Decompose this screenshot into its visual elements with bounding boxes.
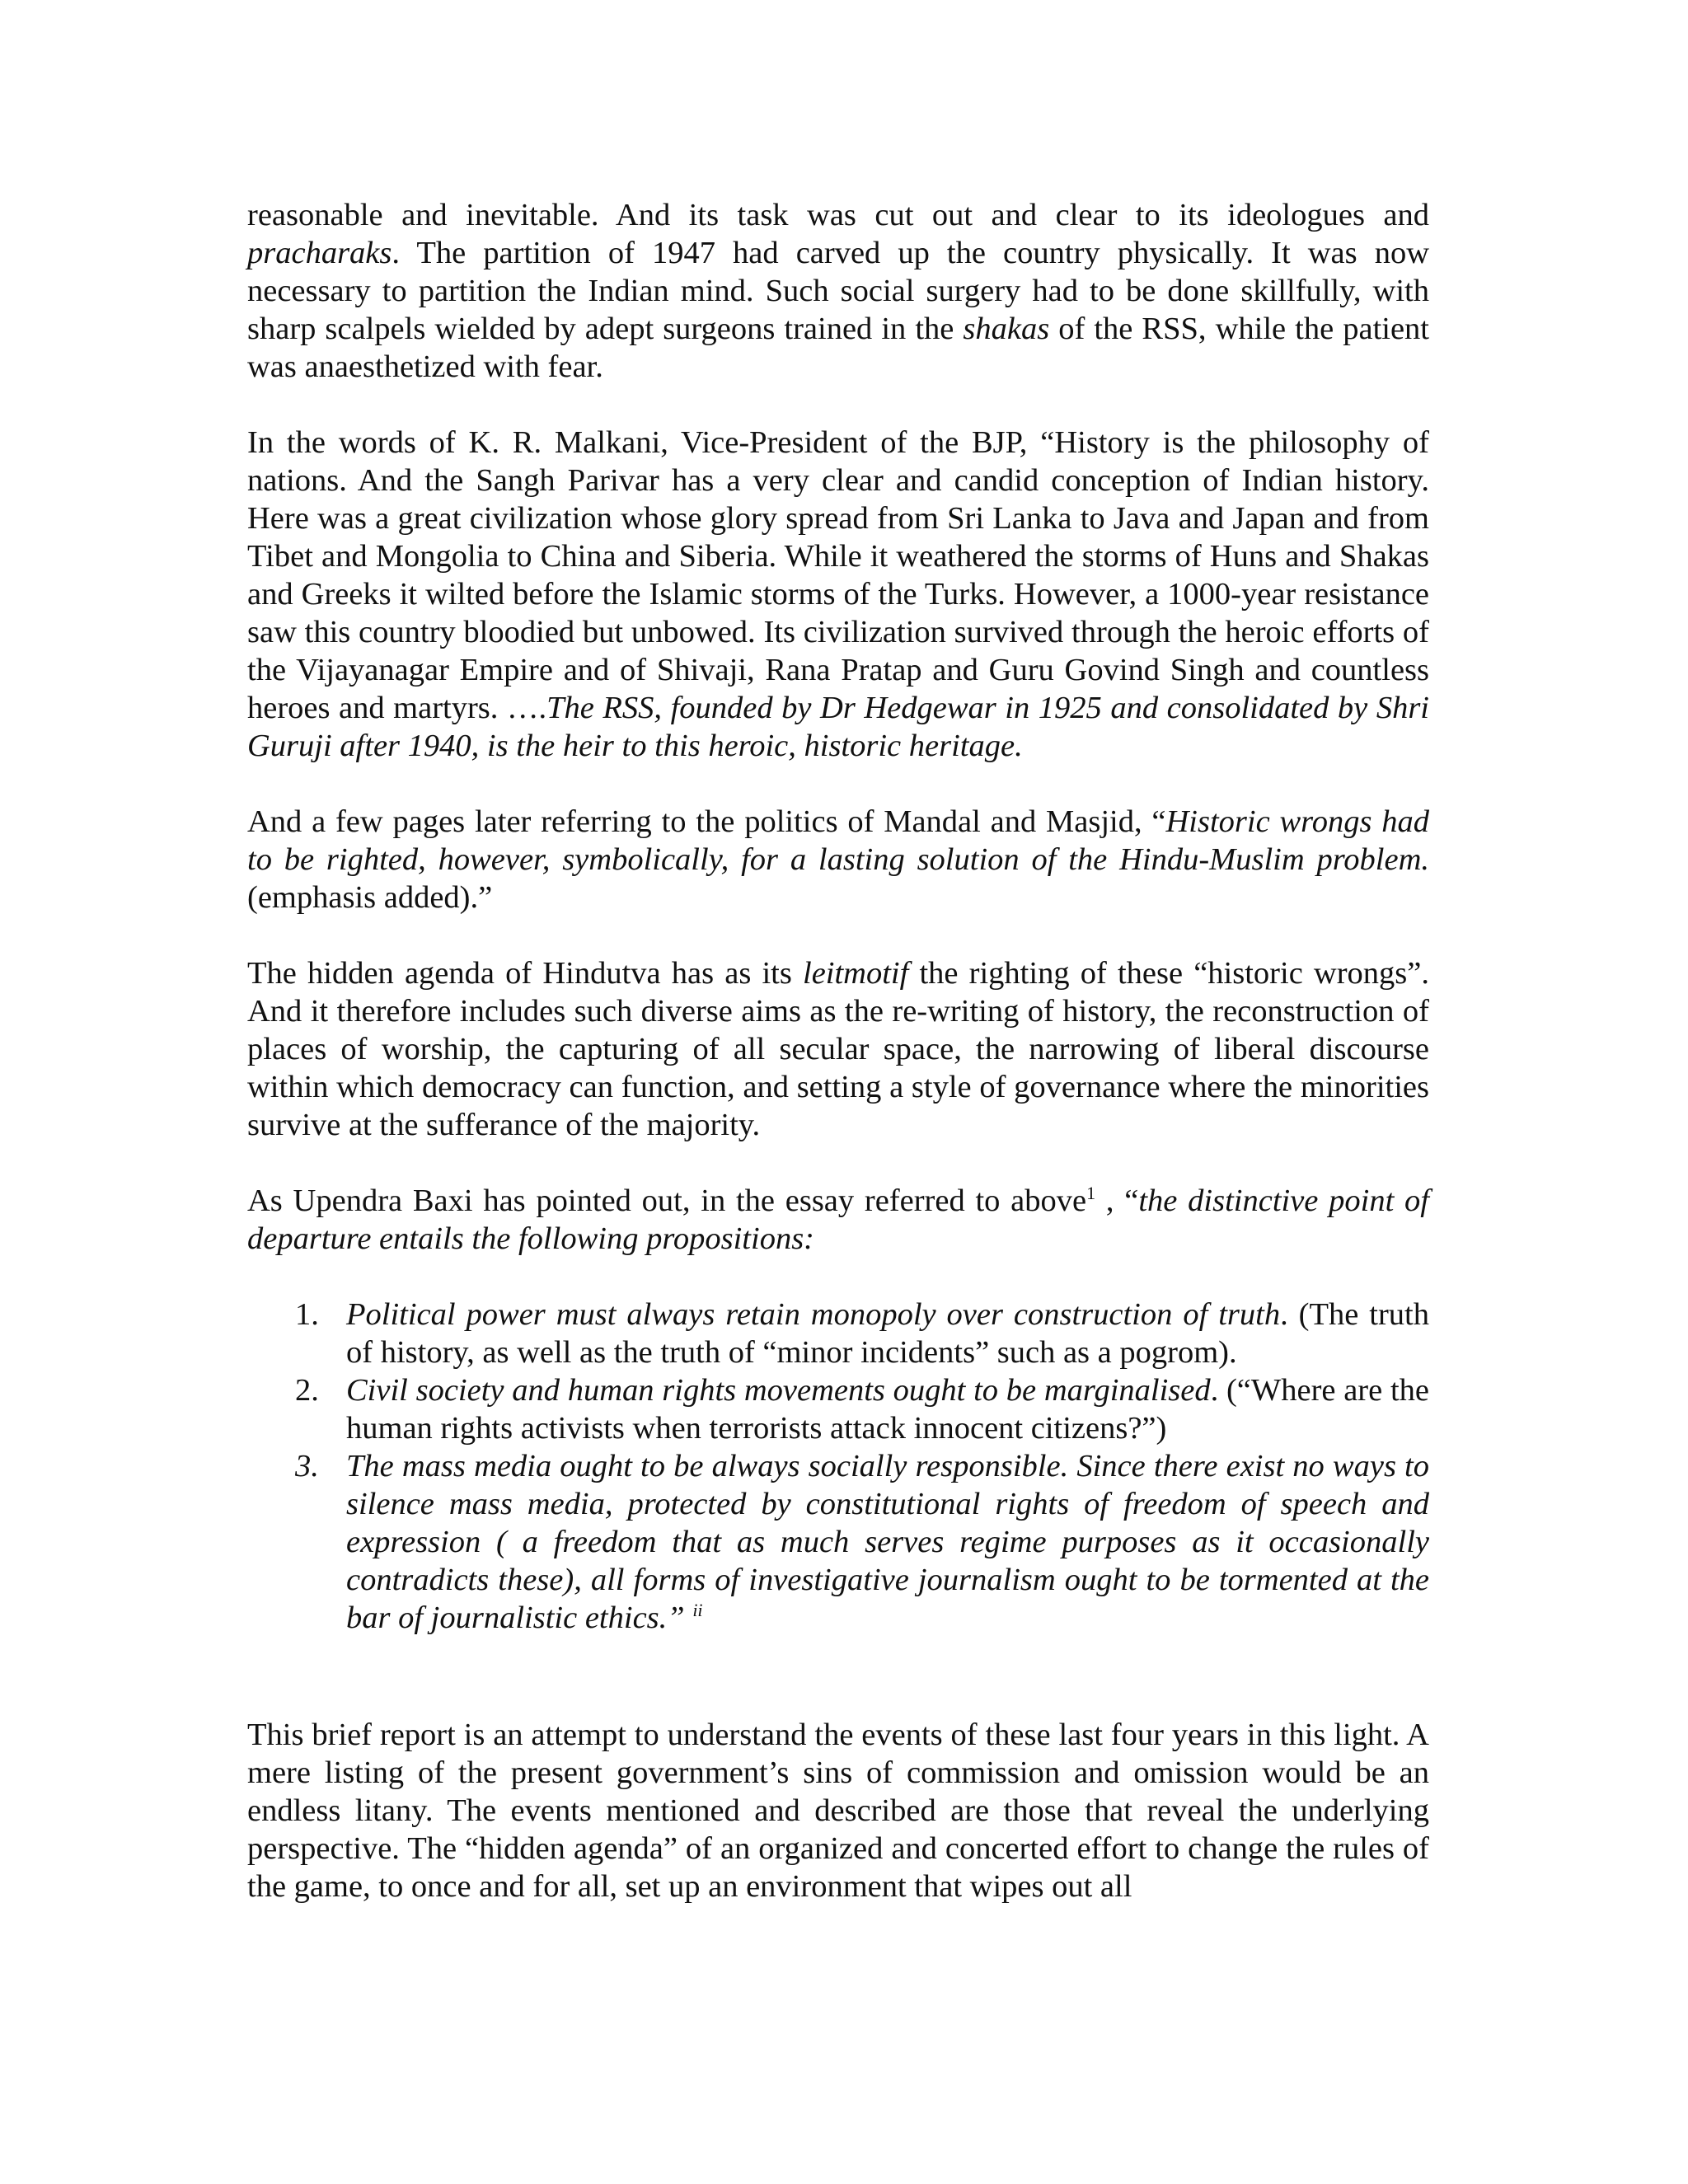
text-run: In the words of K. R. Malkani, Vice-President of the BJP, “History is the philosophy of nations. And the Sangh Parivar has a very clear and candid conception of Indian history. Here was a great civilization whose glory spread from Sri Lanka to Java and Japan and from Tibet and Mongolia to China and Siberia. While it weathered the storms of Huns and Shakas and Greeks it wilted before the Islamic storms of the Turks. However, a 1000-year resistance saw this country bloodied but unbowed. Its civilization survived through the heroic efforts of the Vijayanagar Empire and of Shivaji, Rana Pratap and Guru Govind Singh and countless heroes and martyrs. …. xyxy=(247,425,1429,725)
propositions-list xyxy=(247,1296,1429,1637)
footnote-ref[interactable]: 1 xyxy=(1086,1183,1096,1204)
text-run: of the RSS, while the patient was anaesthetized with fear. xyxy=(247,312,1429,384)
text-run: . The partition of 1947 had carved up the country physically. It was now necessary to partition the Indian mind. Such social surgery had to be done skillfully, with sharp scalpels wielded by adept surgeons trained in the xyxy=(247,236,1429,346)
text-run: the righting of these “historic wrongs”. And it therefore includes such diverse aims as the re-writing of history, the reconstruction of places of worship, the capturing of all secular space, the narrowing of liberal discourse within which democracy can function, and setting a style of governance where the minorities survive at the sufferance of the majority. xyxy=(247,956,1429,1142)
list-item xyxy=(247,1447,1429,1637)
italic-proposition: Political power must always retain monopoly over construction of truth xyxy=(346,1297,1281,1332)
italic-term: pracharaks xyxy=(247,236,392,270)
text-run: . (The truth of history, as well as the truth of “minor incidents” such as a pogrom). xyxy=(346,1297,1429,1370)
text-run: (emphasis added).” xyxy=(247,880,493,915)
list-number: 2. xyxy=(295,1373,319,1408)
paragraph-partition xyxy=(247,196,1429,386)
italic-proposition: The mass media ought to be always socially responsible. Since there exist no ways to silence mass media, protected by constitutional rights of freedom of speech and expression ( a freedom that as much serves regime purposes as it occasionally contradicts these), all forms of investigative journalism ought to be tormented at the bar of journalistic ethics.” xyxy=(346,1449,1429,1635)
document-page xyxy=(247,196,1429,1905)
text-run: , “ xyxy=(1095,1183,1139,1218)
italic-proposition: Civil society and human rights movements ought to be marginalised xyxy=(346,1373,1211,1408)
italic-quote: Historic wrongs had to be righted, however, symbolically, for a lasting solution of the Hindu-Muslim problem. xyxy=(247,804,1429,877)
text-run: . (“Where are the human rights activists when terrorists attack innocent citizens?”) xyxy=(346,1373,1429,1446)
italic-term: shakas xyxy=(963,312,1050,346)
list-item xyxy=(247,1371,1429,1447)
footnote-ref[interactable]: ii xyxy=(692,1600,703,1621)
italic-term: leitmotif xyxy=(803,956,909,991)
paragraph-baxi-intro xyxy=(247,1182,1429,1258)
text-run: As Upendra Baxi has pointed out, in the essay referred to above xyxy=(247,1183,1087,1218)
list-number: 3. xyxy=(295,1449,319,1483)
paragraph-malkani-quote xyxy=(247,424,1429,765)
italic-quote: The RSS, founded by Dr Hedgewar in 1925 and consolidated by Shri Guruji after 1940, is the heir to this heroic, historic heritage. xyxy=(247,691,1429,763)
italic-quote: the distinctive point of departure entails the following propositions: xyxy=(247,1183,1430,1256)
paragraph-mandal-masjid xyxy=(247,803,1429,916)
list-number: 1. xyxy=(295,1297,319,1332)
paragraph-brief-report: This brief report is an attempt to understand the events of these last four years in this light. A mere listing of the present government’s sins of commission and omission would be an endless litany. The events mentioned and described are those that reveal the underlying perspective. The “hidden agenda” of an organized and concerted effort to change the rules of the game, to once and for all, set up an environment that wipes out all xyxy=(247,1718,1429,1904)
text-run: The hidden agenda of Hindutva has as its xyxy=(247,956,803,991)
text-run: And a few pages later referring to the politics of Mandal and Masjid, “ xyxy=(247,804,1166,839)
list-item xyxy=(247,1296,1429,1371)
paragraph-hidden-agenda xyxy=(247,954,1429,1144)
text-run: reasonable and inevitable. And its task was cut out and clear to its ideologues and xyxy=(247,198,1429,232)
